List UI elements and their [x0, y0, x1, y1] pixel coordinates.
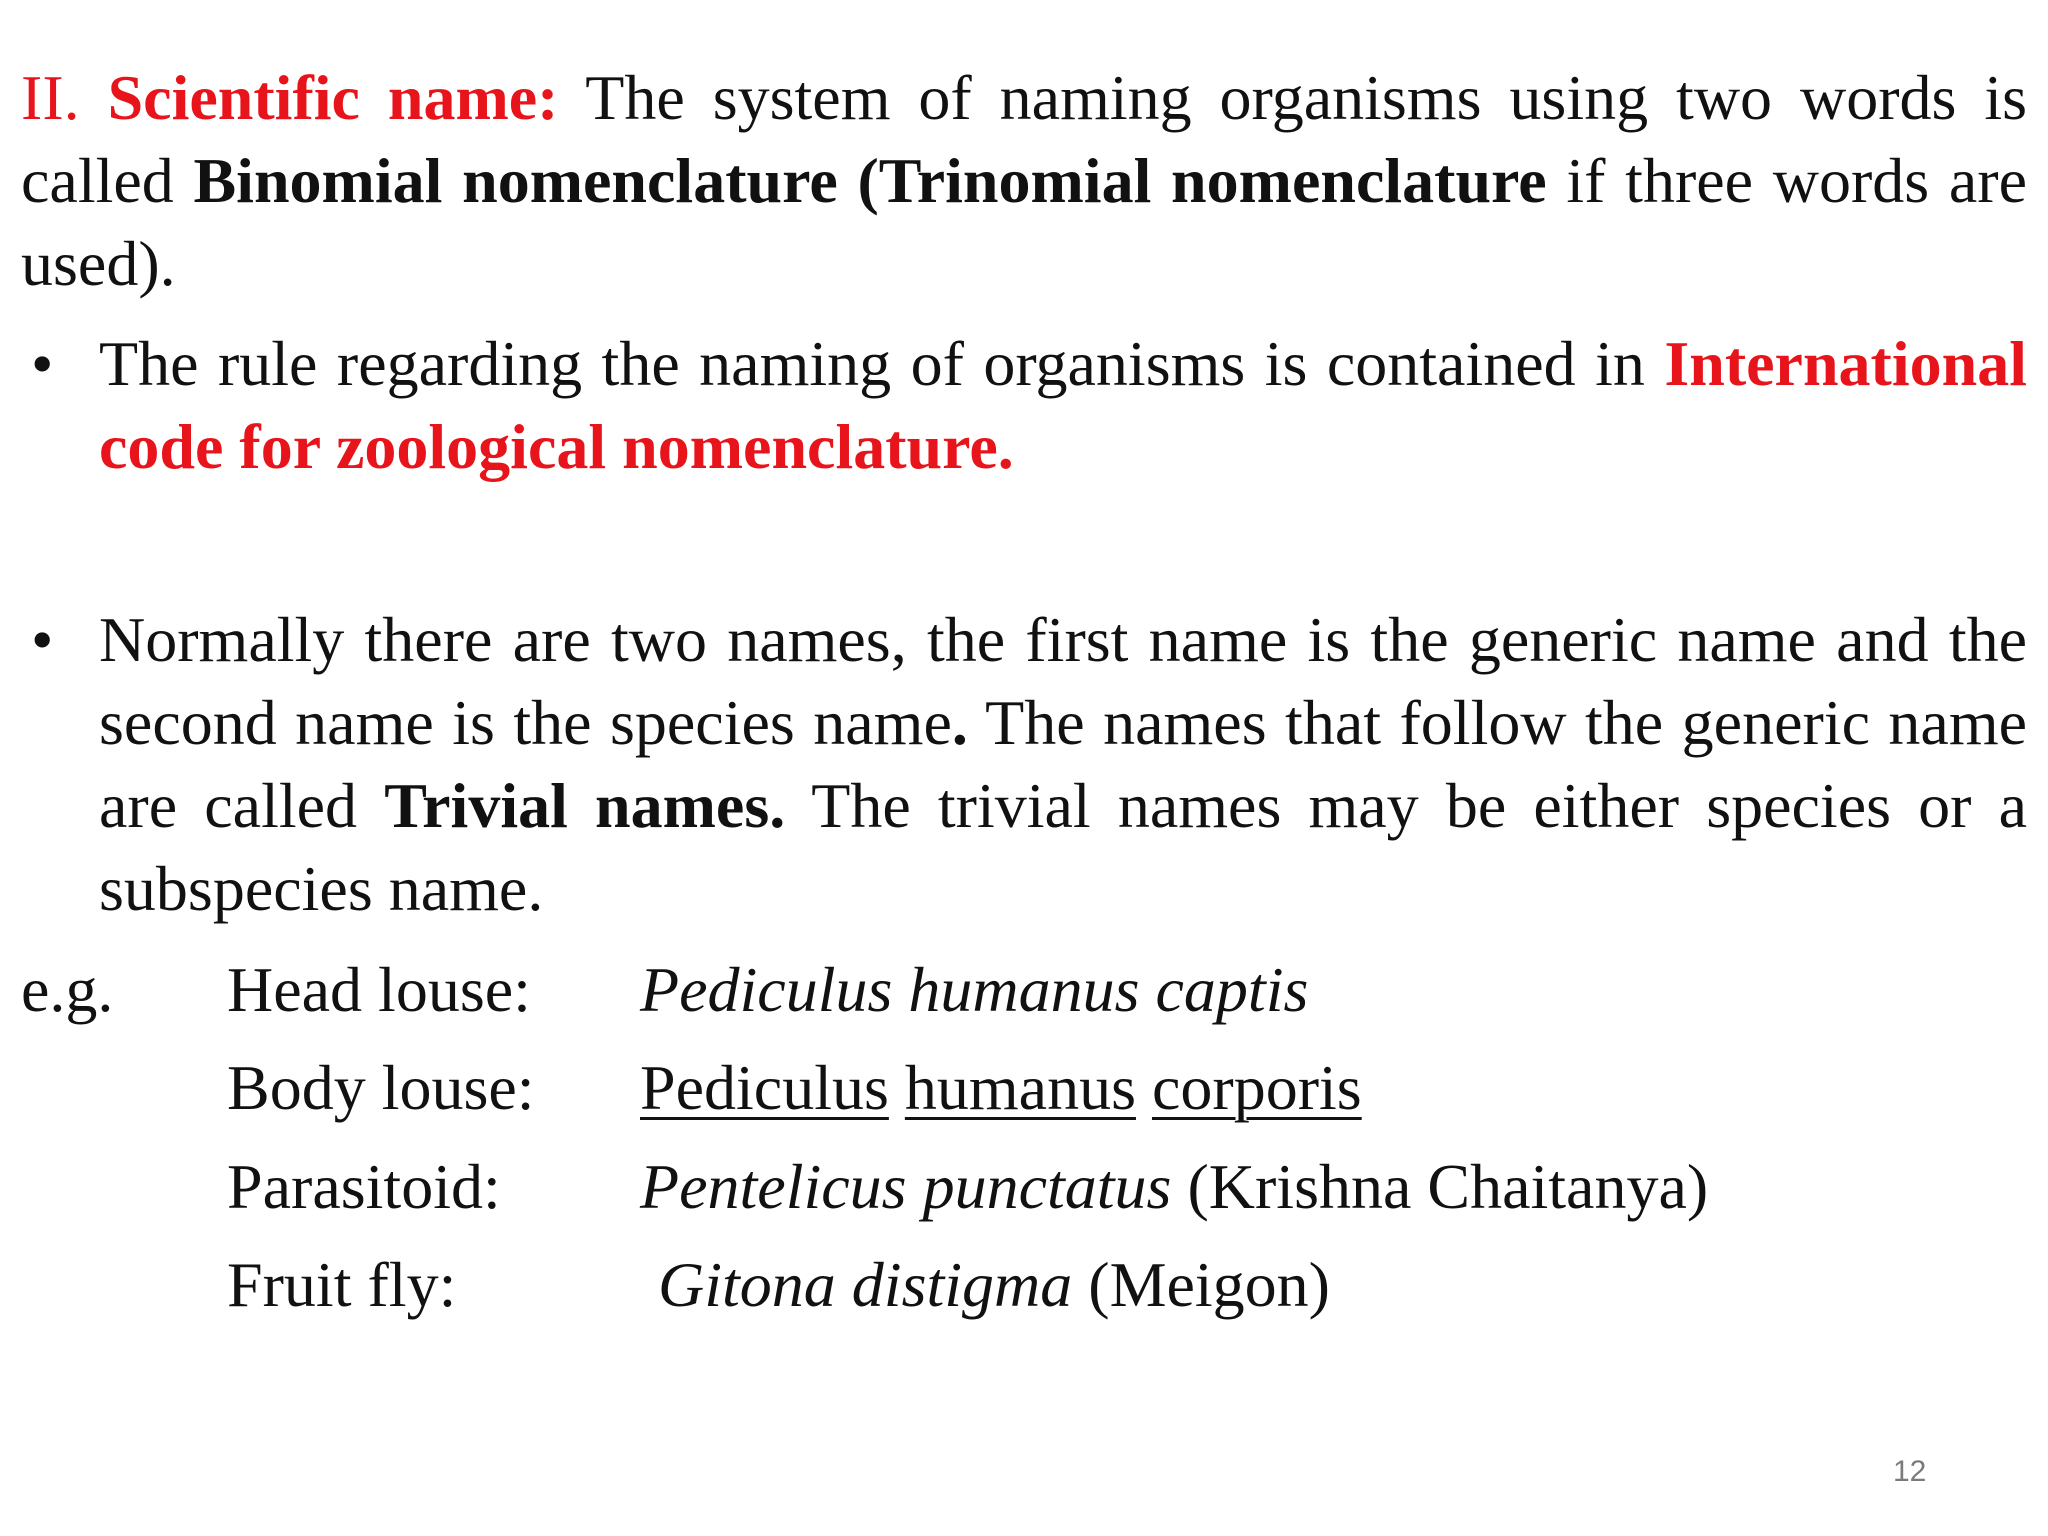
- example-scientific-name: [640, 1046, 1362, 1129]
- heading-label: Scientific name:: [107, 62, 559, 133]
- bullet-2-text: [99, 598, 2027, 930]
- bullet-2-body-1: Normally there are two names, the first name is the generic name and the second name is the species name: [99, 604, 2027, 758]
- bullet-icon: •: [31, 604, 54, 675]
- example-author: (Meigon): [1088, 1249, 1330, 1320]
- intro-bold-term: Binomial nomenclature (Trinomial nomenclature: [193, 145, 1547, 216]
- example-genus: Pediculus: [640, 1052, 889, 1123]
- example-common-name: Fruit fly:: [227, 1249, 457, 1320]
- example-genus: Gitona: [658, 1249, 836, 1320]
- examples-prefix: e.g.: [21, 954, 114, 1025]
- bullet-2-body-3: The trivial names may be either species or a subspecies name.: [99, 770, 2027, 924]
- example-species: humanus: [908, 954, 1140, 1025]
- intro-paragraph: [21, 56, 2027, 305]
- example-scientific-name: [640, 1145, 1708, 1228]
- example-species: humanus: [904, 1052, 1136, 1123]
- bullet-1-highlight: International code for zoological nomenclature.: [99, 328, 2028, 482]
- page-number: 12: [1893, 1455, 1927, 1488]
- bullet-2-period: .: [951, 687, 968, 758]
- example-common-name: Body louse:: [227, 1052, 535, 1123]
- bullet-1-text: [99, 322, 2027, 488]
- intro-text-1: The system of naming organisms using two words is called: [21, 62, 2028, 216]
- example-author: (Krishna Chaitanya): [1187, 1151, 1709, 1222]
- bullet-1-body: The rule regarding the naming of organisms is contained in: [99, 328, 1645, 399]
- example-common-name: Parasitoid:: [227, 1151, 501, 1222]
- example-species: distigma: [851, 1249, 1073, 1320]
- example-species: punctatus: [922, 1151, 1172, 1222]
- example-genus: Pentelicus: [640, 1151, 907, 1222]
- example-subspecies: corporis: [1151, 1052, 1362, 1123]
- example-scientific-name: [640, 948, 1308, 1031]
- example-common-name: Head louse:: [227, 954, 531, 1025]
- example-subspecies: captis: [1155, 954, 1309, 1025]
- bullet-2-bold-term: Trivial names.: [384, 770, 786, 841]
- bullet-2-body-2: The names that follow the generic name are called: [99, 687, 2028, 841]
- intro-text-2: if three words are used).: [21, 145, 2027, 299]
- bullet-item-1: [21, 322, 2027, 488]
- bullet-item-2: [21, 598, 2027, 930]
- bullet-icon: •: [31, 328, 54, 399]
- example-genus: Pediculus: [640, 954, 893, 1025]
- heading-numeral: II.: [21, 62, 80, 133]
- example-scientific-name: [658, 1243, 1330, 1326]
